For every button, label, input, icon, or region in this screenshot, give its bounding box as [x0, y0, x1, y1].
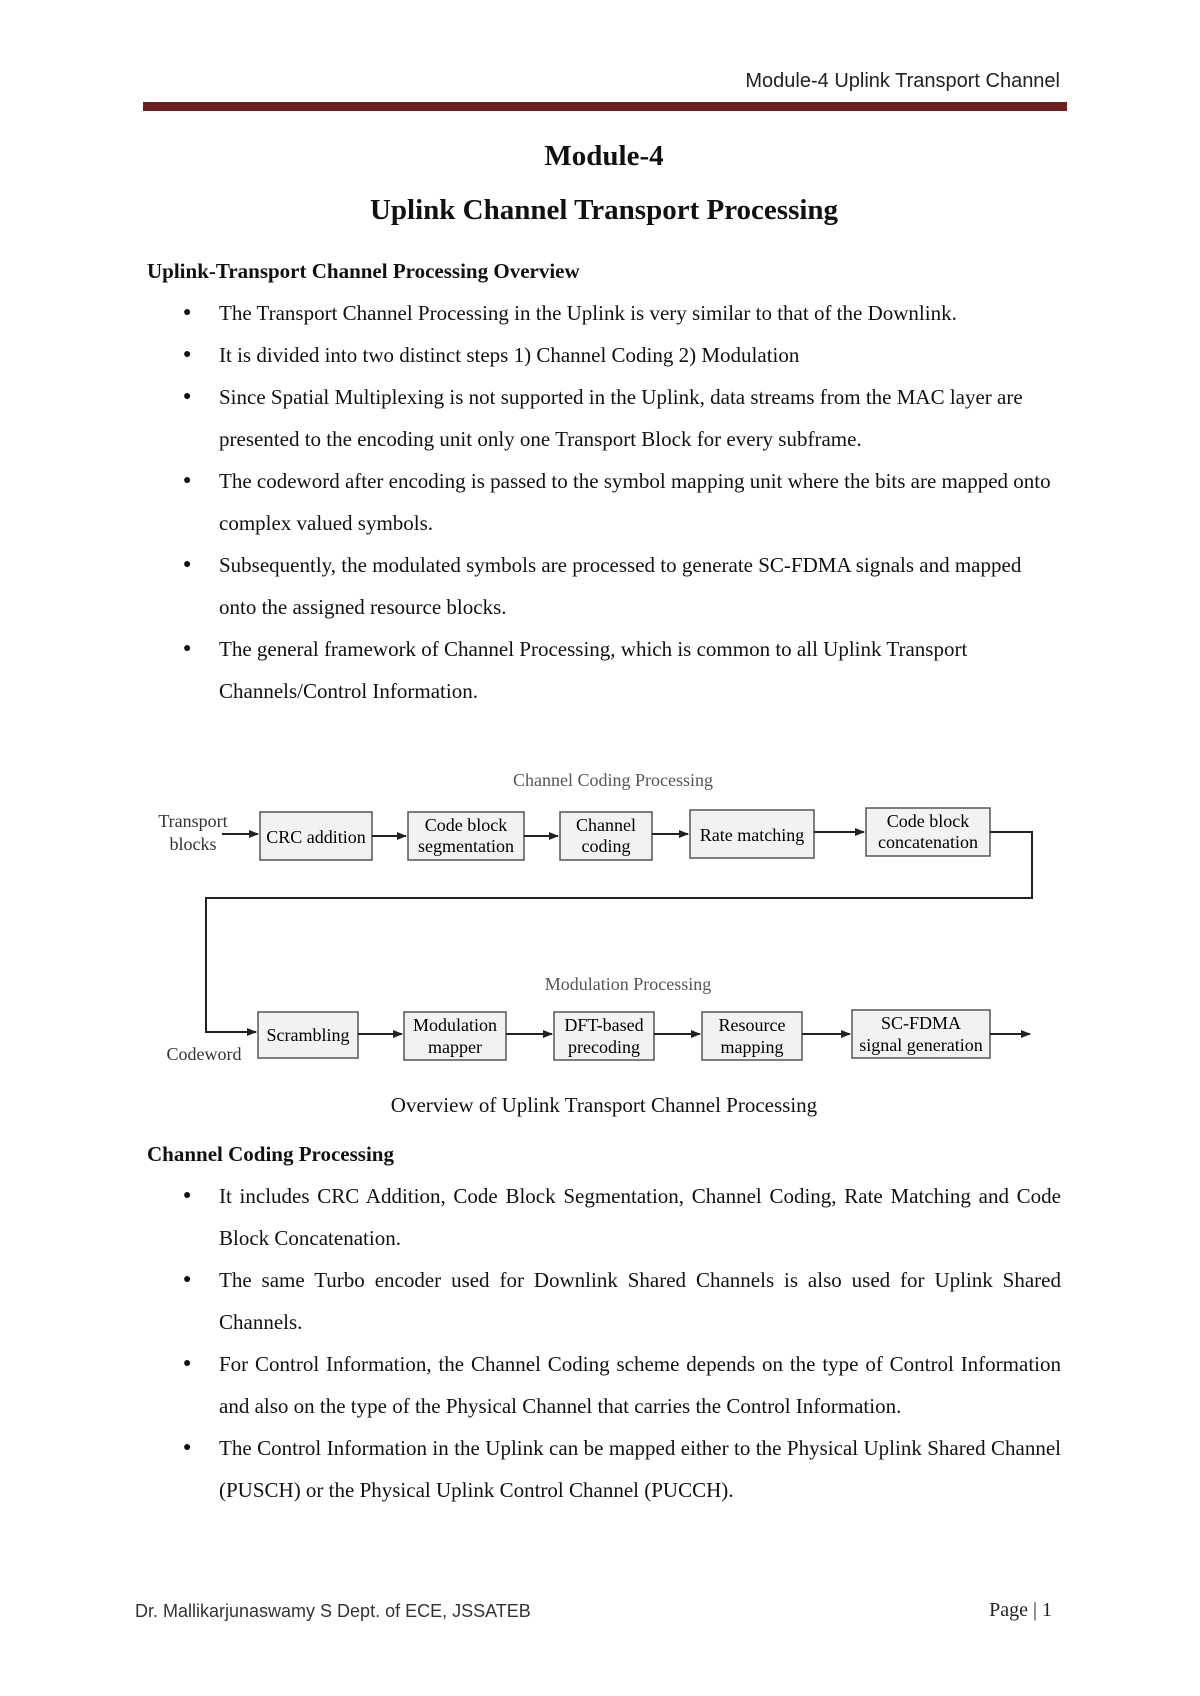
- list-item: ● It is divided into two distinct steps 1) Channel Coding 2) Modulation: [147, 334, 1061, 376]
- codeword-label: Codeword: [166, 1044, 242, 1064]
- channel-coding-section: [147, 1133, 1061, 1511]
- list-item: ● It includes CRC Addition, Code Block Segmentation, Channel Coding, Rate Matching and Code Block Concatenation.: [147, 1175, 1061, 1259]
- code-block-concatenation-label-2: concatenation: [878, 832, 978, 852]
- sc-fdma-label-1: SC-FDMA: [880, 1013, 962, 1033]
- dft-precoding-label-2: precoding: [568, 1037, 640, 1057]
- overview-heading: Uplink-Transport Channel Processing Overview: [147, 259, 580, 283]
- module-title: Module-4: [544, 140, 664, 172]
- crc-addition-label: CRC addition: [266, 827, 366, 847]
- scrambling-label: Scrambling: [266, 1025, 350, 1045]
- page-number: Page | 1: [989, 1599, 1052, 1621]
- code-block-segmentation-label-1: Code block: [424, 815, 508, 835]
- figure-caption: Overview of Uplink Transport Channel Processing: [390, 1093, 818, 1117]
- footer-author: Dr. Mallikarjunaswamy S Dept. of ECE, JSSATEB: [135, 1601, 531, 1621]
- channel-coding-label-1: Channel: [576, 815, 636, 835]
- modulation-mapper-label-2: mapper: [428, 1037, 482, 1057]
- transport-blocks-label-line1: Transport: [158, 811, 228, 831]
- modulation-mapper-label-1: Modulation: [413, 1015, 497, 1035]
- modulation-processing-label: Modulation Processing: [544, 974, 712, 994]
- resource-mapping-label-2: mapping: [720, 1037, 784, 1057]
- codeword-connector: [206, 832, 1032, 1032]
- document-title: Uplink Channel Transport Processing: [369, 194, 839, 226]
- dft-precoding-label-1: DFT-based: [564, 1015, 644, 1035]
- transport-blocks-label-line2: blocks: [169, 834, 217, 854]
- list-item: ● The same Turbo encoder used for Downlink Shared Channels is also used for Uplink Shared Channels.: [147, 1259, 1061, 1343]
- list-item: ● The codeword after encoding is passed to the symbol mapping unit where the bits are mapped onto complex valued symbols.: [147, 460, 1061, 544]
- resource-mapping-label-1: Resource: [718, 1015, 786, 1035]
- list-item: ● For Control Information, the Channel Coding scheme depends on the type of Control Information and also on the type of the Physical Channel that carries the Control Information.: [147, 1343, 1061, 1427]
- channel-coding-list: [147, 1175, 1061, 1511]
- channel-coding-label: Channel Coding Processing: [513, 770, 713, 790]
- list-item: ● Since Spatial Multiplexing is not supported in the Uplink, data streams from the MAC layer are presented to the encoding unit only one Transport Block for every subframe.: [147, 376, 1061, 460]
- sc-fdma-label-2: signal generation: [859, 1035, 983, 1055]
- rate-matching-label: Rate matching: [699, 825, 805, 845]
- channel-coding-heading: Channel Coding Processing: [147, 1142, 394, 1166]
- list-item: ● Subsequently, the modulated symbols are processed to generate SC-FDMA signals and mapped onto the assigned resource blocks.: [147, 544, 1059, 628]
- running-header: Module-4 Uplink Transport Channel: [745, 70, 1060, 92]
- list-item: ● The general framework of Channel Processing, which is common to all Uplink Transport Channels/Control Information.: [147, 628, 1059, 712]
- channel-coding-label-2: coding: [581, 836, 631, 856]
- code-block-concatenation-label-1: Code block: [886, 811, 970, 831]
- list-item: ● The Control Information in the Uplink can be mapped either to the Physical Uplink Shared Channel (PUSCH) or the Physical Uplink Control Channel (PUCCH).: [147, 1427, 1061, 1511]
- list-item: ● The Transport Channel Processing in the Uplink is very similar to that of the Downlink.: [147, 292, 1019, 334]
- code-block-segmentation-label-2: segmentation: [418, 836, 514, 856]
